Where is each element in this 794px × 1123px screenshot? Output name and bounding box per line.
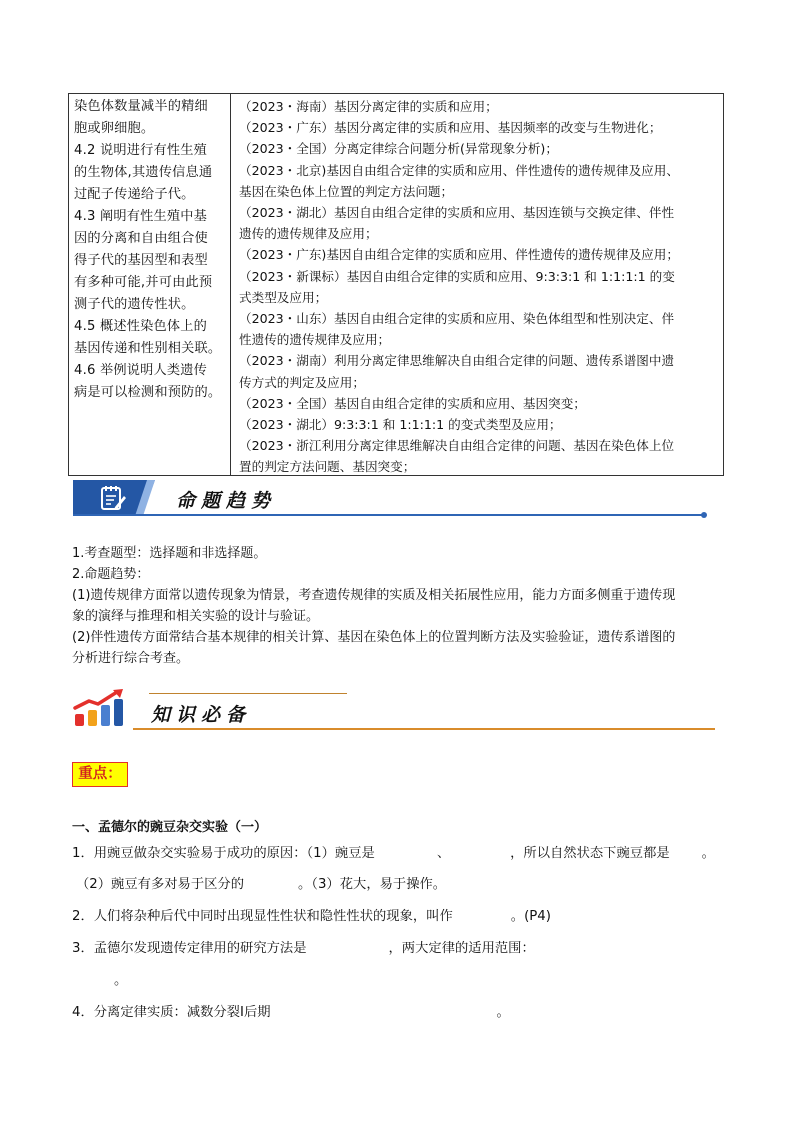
rising-bar-chart-icon [73, 688, 129, 728]
standard-line: 测子代的遗传性状。 [74, 297, 195, 312]
question-1-line-2 [76, 875, 446, 895]
exam-topic-line: （2023・湖北）9:3:3:1 和 1:1:1:1 的变式类型及应用； [239, 417, 562, 433]
standard-line: 病是可以检测和预防的。 [74, 385, 222, 400]
exam-topic-line: （2023・广东)基因自由组合定律的实质和应用、伴性遗传的遗传规律及应用； [239, 247, 679, 263]
standard-line: 染色体数量减半的精细 [74, 99, 208, 114]
banner-underline [73, 514, 705, 516]
curriculum-standards-cell [69, 94, 231, 475]
banner-top-line [149, 693, 347, 694]
exam-topic-line: 式类型及应用； [239, 289, 328, 305]
trend-paragraph-1 [72, 585, 722, 627]
standard-line: 因的分离和自由组合使 [74, 231, 208, 246]
standard-line: 过配子传递给子代。 [74, 187, 195, 202]
knowledge-section-banner [73, 686, 715, 734]
paragraph-line: (2)伴性遗传方面常结合基本规律的相关计算、基因在染色体上的位置判断方法及实验验证，遗传系谱图的 [72, 630, 676, 645]
key-points-label: 重点： [72, 762, 128, 787]
trend-section-banner [73, 478, 713, 522]
question-text: ，所以自然状态下豌豆都是 [510, 846, 670, 861]
question-4 [72, 1003, 510, 1023]
notepad-pencil-icon [99, 484, 127, 512]
knowledge-title: 知识必备 [151, 704, 252, 726]
standard-line: 有多种可能,并可由此预 [74, 275, 213, 290]
curriculum-table [68, 93, 724, 476]
exam-topic-line: 基因在染色体上位置的判定方法问题； [239, 183, 454, 199]
standard-line: 4.5 概述性染色体上的 [74, 319, 208, 334]
question-text: （2）豌豆有多对易于区分的 [76, 877, 245, 892]
question-text: 。 [496, 1005, 510, 1020]
exam-topic-line: 置的判定方法问题、基因突变； [239, 459, 416, 475]
paragraph-line: 象的演绎与推理和相关实验的设计与验证。 [72, 609, 320, 624]
question-text: ，两大定律的适用范围： [388, 941, 535, 956]
exam-topic-line: （2023・新课标）基因自由组合定律的实质和应用、9:3:3:1 和 1:1:1:1 的变 [239, 268, 675, 284]
banner-underline [133, 728, 715, 730]
question-text: 、 [436, 846, 451, 861]
exam-topic-line: 遗传的遗传规律及应用； [239, 226, 378, 242]
question-text: 3．孟德尔发现遗传定律用的研究方法是 [72, 941, 307, 956]
paragraph-line: (1)遗传规律方面常以遗传现象为情景，考查遗传规律的实质及相关拓展性应用，能力方面多侧重于遗传现 [72, 588, 676, 603]
standard-line: 胞或卵细胞。 [74, 121, 155, 136]
question-text: 1．用豌豆做杂交实验易于成功的原因：（1）豌豆是 [72, 846, 375, 861]
standard-line: 得子代的基因型和表型 [74, 253, 208, 268]
exam-topic-line: （2023・全国）基因自由组合定律的实质和应用、基因突变； [239, 395, 586, 411]
section-heading: 一、孟德尔的豌豆杂交实验（一） [72, 820, 268, 835]
exam-topic-line: （2023・广东）基因分离定律的实质和应用、基因频率的改变与生物进化； [239, 120, 662, 136]
exam-topic-line: （2023・湖北）基因自由组合定律的实质和应用、基因连锁与交换定律、伴性 [239, 205, 675, 221]
exam-topic-line: （2023・全国）分离定律综合问题分析(异常现象分析)； [239, 141, 558, 157]
banner-line-dot [701, 512, 707, 518]
exam-topics-cell [231, 94, 723, 475]
standard-line: 基因传递和性别相关联。 [74, 341, 222, 356]
trend-item-1: 1.考查题型：选择题和非选择题。 [72, 546, 267, 561]
standard-line: 4.6 举例说明人类遗传 [74, 363, 208, 378]
question-text: 。(P4) [510, 909, 551, 924]
trend-item-2: 2.命题趋势： [72, 567, 150, 582]
standard-line: 的生物体,其遗传信息通 [74, 165, 213, 180]
question-text: 2．人们将杂种后代中同时出现显性性状和隐性性状的现象，叫作 [72, 909, 453, 924]
question-text: 。 [701, 846, 715, 861]
question-text: 。（3）花大，易于操作。 [298, 877, 447, 892]
exam-topic-line: 传方式的判定及应用； [239, 374, 365, 390]
question-text: 4．分离定律实质：减数分裂Ⅰ后期 [72, 1005, 271, 1020]
trend-paragraph-2 [72, 627, 722, 669]
exam-topic-line: （2023・浙江利用分离定律思维解决自由组合定律的问题、基因在染色体上位 [239, 438, 675, 454]
exam-topic-line: （2023・北京)基因自由组合定律的实质和应用、伴性遗传的遗传规律及应用、 [239, 162, 679, 178]
standard-line: 4.3 阐明有性生殖中基 [74, 209, 208, 224]
question-2 [72, 907, 551, 927]
exam-topic-line: （2023・湖南）利用分离定律思维解决自由组合定律的问题、遗传系谱图中遗 [239, 353, 675, 369]
question-1-line-1 [72, 844, 715, 864]
exam-topic-line: （2023・山东）基因自由组合定律的实质和应用、染色体组型和性别决定、伴 [239, 311, 675, 327]
exam-topic-line: 性遗传的遗传规律及应用； [239, 332, 391, 348]
paragraph-line: 分析进行综合考查。 [72, 651, 190, 666]
standard-line: 4.2 说明进行有性生殖 [74, 143, 208, 158]
exam-topic-line: （2023・海南）基因分离定律的实质和应用； [239, 99, 498, 114]
question-3-line-2: 。 [114, 973, 128, 988]
question-3-line-1 [72, 939, 535, 959]
trend-title: 命题趋势 [176, 490, 277, 512]
